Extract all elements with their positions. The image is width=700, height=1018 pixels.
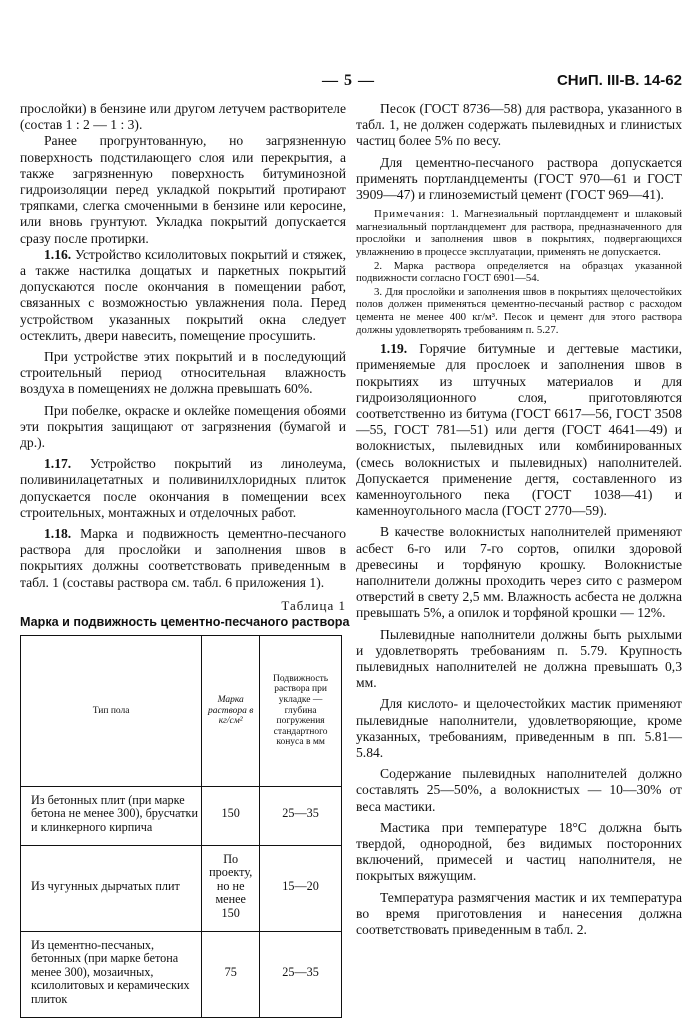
clause-number: 1.16. <box>44 246 72 262</box>
clause-1-18 <box>20 526 346 591</box>
clause-text: Марка и подвижность цементно-песчаного раствора для прослойки и заполнения швов в покрытиях должны соответствовать приведенным в табл. 1 (составы раствора см. табл. 6 приложения 1). <box>20 526 346 590</box>
paragraph-protection: При побелке, окраске и оклейке помещения обоями эти покрытия защищают от загрязнения (бумагой и др.). <box>20 402 346 451</box>
cell-mobility: 25—35 <box>260 931 342 1017</box>
clause-text: Устройство покрытий из линолеума, поливинилацетатных и поливинилхлоридных плиток допускается после окончания в помещении всех строительных, монтажных и отделочных работ. <box>20 456 346 520</box>
paragraph-cement: Для цементно-песчаного раствора допускается применять портландцементы (ГОСТ 970—61 и ГОСТ 3909—47) и глиноземистый цемент (ГОСТ 969—41). <box>356 154 682 203</box>
clause-number: 1.17. <box>44 456 72 472</box>
clause-text: Горячие битумные и дегтевые мастики, применяемые для прослоек и заполнения швов в покрытиях из штучных материалов и для гидроизоляционного слоя, приготовляются соответственно из битума (ГОСТ 6617—56, ГОСТ 3508—55, ГОСТ 781—51) или дегтя (ГОСТ 4641—49) и волокнистых, пылевидных или комбинированных (смесь волокнистых и пылевидных) наполнителей. Допускается применение дегтя, составленного из каменноугольного пека (ГОСТ 1038—41) и каменноугольного масла (ГОСТ 2770—59). <box>356 341 682 519</box>
clause-number: 1.19. <box>380 341 408 357</box>
paragraph-primed-surface: Ранее прогрунтованную, но загрязненную поверхность подстилающего слоя или перекрытия, а также загрязненную поверхность битуминозной гидроизоляции перед укладкой покрытий протирают тряпками, слегка смоченными в бензине или керосине, или вновь грунтуют. Укладка покрытий допускается сразу после протирки. <box>20 133 346 246</box>
cell-mark: 75 <box>202 931 260 1017</box>
document-code: СНиП. III-В. 14-62 <box>556 72 682 89</box>
page-number: — 5 — <box>322 72 375 89</box>
clause-1-16 <box>20 247 346 344</box>
paragraph-continuation: прослойки) в бензине или другом летучем растворителе (состав 1 : 2 — 1 : 3). <box>20 101 346 133</box>
clause-number: 1.18. <box>44 526 72 542</box>
left-column <box>20 101 350 1018</box>
note-2: 2. Марка раствора определяется на образцах указанной подвижности согласно ГОСТ 6901—54. <box>356 259 682 285</box>
right-column <box>356 101 682 938</box>
cell-floor-type: Из чугунных дырчатых плит <box>21 845 202 931</box>
paragraph-acid-resistant: Для кислото- и щелочестойких мастик применяют пылевидные наполнители, удовлетворяющие, кроме указанных, требованиям, приведенным в пп. 5.81—5.84. <box>356 696 682 761</box>
note-text: 1. Магнезиальный портландцемент и шлаковый магнезиальный портландцемент для раствора, предназначенного для прослойки и заполнения швов в покрытиях, подвергающихся увлажнению в процессе эксплуатации, применять не допускается. <box>356 208 682 258</box>
column-header-mark: Марка раствора в кг/см² <box>202 635 260 786</box>
notes-label: Примечания: <box>374 208 446 221</box>
cell-floor-type: Из бетонных плит (при марке бетона не менее 300), брусчатки и клинкерного кирпича <box>21 786 202 845</box>
paragraph-fibrous-fillers: В качестве волокнистых наполнителей применяют асбест 6-го или 7-го сортов, опилки здоровой древесины и торфяную крошку. Волокнистые наполнители должны проходить через сито с размером отверстий в свету 2,5 мм. Влажность асбеста не должна превышать 5%, а опилок и торфяной крошки — 12%. <box>356 524 682 621</box>
note-3: 3. Для прослойки и заполнения швов в покрытиях щелочестойких полов должен применяться цементно-песчаный раствор с расходом цемента не менее 400 кг/м³. Песок и цемент для этого раствора должны удовлетворять требованиям п. 5.27. <box>356 285 682 336</box>
table-row <box>21 931 342 1017</box>
cell-mark: 150 <box>202 786 260 845</box>
clause-text: Устройство ксилолитовых покрытий и стяжек, а также настилка дощатых и паркетных покрытий допускаются после окончания в помещении работ, связанных с возможностью увлажнения пола. Перед устройством указанных покрытий окна следует остеклить, двери навесить, помещение просушить. <box>20 246 346 343</box>
page-header <box>0 72 700 92</box>
table-header-row <box>21 635 342 786</box>
table-row <box>21 786 342 845</box>
paragraph-sand: Песок (ГОСТ 8736—58) для раствора, указанного в табл. 1, не должен содержать пылевидных и глинистых частиц более 5% по весу. <box>356 101 682 149</box>
paragraph-mastic-quality: Мастика при температуре 18°С должна быть твердой, однородной, без видимых посторонних включений, примесей и частиц наполнителя, не покрытых вяжущим. <box>356 819 682 884</box>
note-1 <box>356 208 682 258</box>
column-header-floor-type: Тип пола <box>21 635 202 786</box>
table-title: Марка и подвижность цементно-песчаного раствора <box>20 614 350 629</box>
mortar-table <box>20 635 342 1018</box>
cell-floor-type: Из цементно-песчаных, бетонных (при марке бетона менее 300), мозаичных, ксилолитовых и керамических плиток <box>21 931 202 1017</box>
cell-mobility: 25—35 <box>260 786 342 845</box>
paragraph-filler-content: Содержание пылевидных наполнителей должно составлять 25—50%, а волокнистых — 10—30% от веса мастики. <box>356 766 682 814</box>
paragraph-humidity: При устройстве этих покрытий и в последующий строительный период относительная влажность воздуха в помещениях не должна превышать 60%. <box>20 349 346 397</box>
paragraph-softening-temp: Температура размягчения мастик и их температура во время приготовления и нанесения должна соответствовать приведенным в табл. 2. <box>356 889 682 938</box>
paragraph-powder-fillers: Пылевидные наполнители должны быть рыхлыми и удовлетворять требованиям п. 5.79. Крупность пылевидных наполнителей не должна превышать 0,3 мм. <box>356 626 682 691</box>
clause-1-17 <box>20 456 346 521</box>
table-caption: Таблица 1 <box>281 597 346 613</box>
clause-1-19 <box>356 341 682 519</box>
cell-mark: По проекту, но не менее 150 <box>202 845 260 931</box>
table-row <box>21 845 342 931</box>
column-header-mobility: Подвижность раствора при укладке — глубина погружения стандартного конуса в мм <box>260 635 342 786</box>
cell-mobility: 15—20 <box>260 845 342 931</box>
